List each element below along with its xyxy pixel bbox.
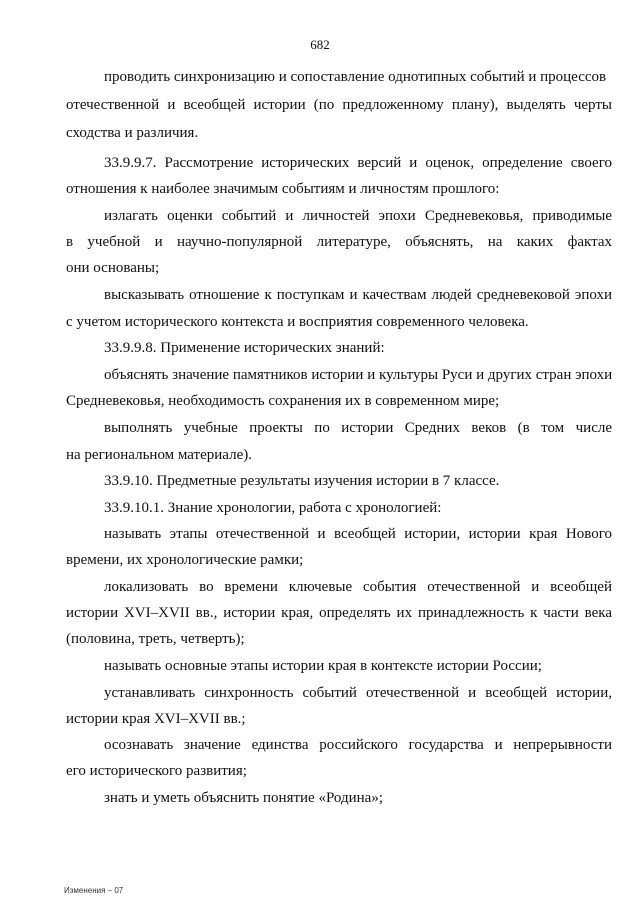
text-line: истории XVI–XVII вв., истории края, определять их принадлежность к части века [66, 605, 612, 621]
text-line: проводить синхронизацию и сопоставление однотипных событий и процессов [104, 69, 607, 85]
text-line: с учетом исторического контекста и восприятия современного человека. [66, 314, 529, 330]
text-line: истории края XVI–XVII вв.; [66, 711, 246, 727]
text-line: осознавать значение единства российского государства и непрерывности [104, 737, 612, 753]
text-line: 33.9.10. Предметные результаты изучения истории в 7 классе. [104, 473, 500, 489]
text-line: выполнять учебные проекты по истории Средних веков (в том числе [104, 420, 612, 436]
text-line: сходства и различия. [66, 125, 199, 141]
text-line: объяснять значение памятников истории и культуры Руси и других стран эпохи [104, 367, 613, 383]
text-line: времени, их хронологические рамки; [66, 552, 304, 568]
text-line: локализовать во времени ключевые события отечественной и всеобщей [104, 579, 612, 595]
text-line: 33.9.10.1. Знание хронологии, работа с хронологией: [104, 500, 442, 516]
text-line: называть основные этапы истории края в контексте истории России; [104, 658, 542, 674]
text-line: излагать оценки событий и личностей эпохи Средневековья, приводимые [104, 208, 612, 224]
text-line: в учебной и научно-популярной литературе, объяснять, на каких фактах [66, 234, 612, 250]
text-line: его исторического развития; [66, 763, 247, 779]
text-line: отношения к наиболее значимым событиям и личностям прошлого: [66, 181, 500, 197]
footer-note: Изменения – 07 [64, 886, 124, 895]
text-line: устанавливать синхронность событий отечественной и всеобщей истории, [104, 685, 612, 701]
page-number: 682 [310, 37, 330, 52]
text-line: называть этапы отечественной и всеобщей истории, истории края Нового [104, 526, 612, 542]
text-line: высказывать отношение к поступкам и качествам людей средневековой эпохи [104, 287, 612, 303]
text-line: 33.9.9.7. Рассмотрение исторических версий и оценок, определение своего [104, 155, 612, 171]
text-line: на региональном материале). [66, 447, 252, 463]
text-line: знать и уметь объяснить понятие «Родина»; [104, 790, 384, 806]
text-line: 33.9.9.8. Применение исторических знаний: [104, 340, 385, 356]
text-line: (половина, треть, четверть); [66, 631, 245, 647]
text-line: отечественной и всеобщей истории (по предложенному плану), выделять черты [66, 97, 612, 113]
text-line: Средневековья, необходимость сохранения их в современном мире; [66, 393, 500, 409]
text-line: они основаны; [66, 260, 160, 276]
